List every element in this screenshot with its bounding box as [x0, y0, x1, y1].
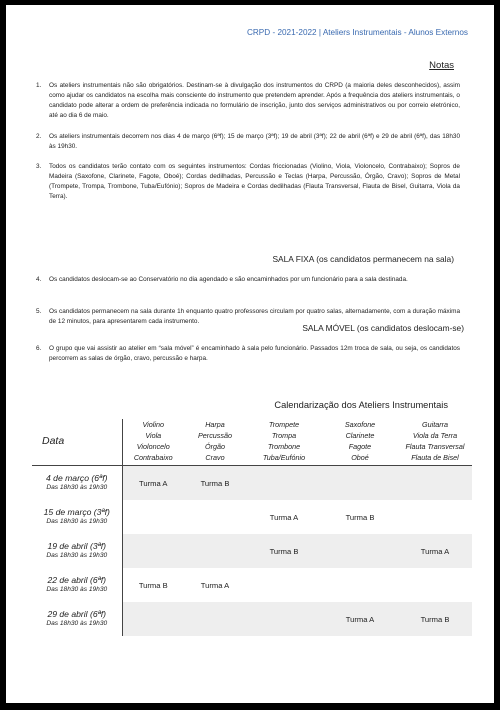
schedule-cell: Turma B: [138, 580, 168, 590]
instrument-name: Percussão: [198, 431, 232, 440]
instrument-name: Fagote: [348, 442, 372, 451]
instrument-name: Harpa: [205, 420, 225, 429]
time-label: Das 18h30 às 19h30: [46, 484, 108, 491]
instrument-name: Violino: [142, 420, 164, 429]
schedule-cell: Turma A: [322, 602, 398, 636]
instrument-column-header: [398, 419, 472, 466]
note-text: Os ateliers instrumentais não são obrigatórios. Destinam-se à divulgação dos instrumentos do CRPD (a maioria deles desconhecidos), assim como ajudar os candidatos na escolha mais consciente do instrumento que pretendem aprender. Após a frequência dos ateliers instrumentais, o candidato pode alterar a ordem de preferência indicada no formulário de inscrição, junto dos serviços administrativos ou por correio eletrónico, até ao dia 6 de maio.: [49, 82, 460, 119]
note-item: [36, 132, 460, 152]
table-row: [32, 466, 472, 501]
date-label: 4 de março (6ªf): [46, 473, 108, 483]
table-row: [32, 568, 472, 602]
note-text: Os candidatos deslocam-se ao Conservatório no dia agendado e são encaminhados por um funcionário para a sala destinada.: [49, 276, 408, 283]
schedule-cell: [246, 602, 322, 636]
schedule-cell: Turma B: [345, 512, 375, 522]
schedule-cell: Turma A: [200, 580, 230, 590]
note-item: [36, 275, 460, 285]
instrument-name: Viola: [145, 431, 162, 440]
instrument-name: Flauta Transversal: [405, 442, 465, 451]
instrument-column-header: [184, 419, 246, 466]
schedule-cell: Turma A: [398, 534, 472, 568]
instrument-name: Saxofone: [344, 420, 376, 429]
schedule-cell: [122, 534, 184, 568]
date-cell: [32, 500, 122, 534]
note-text: Os ateliers instrumentais decorrem nos dias 4 de março (6ªf); 15 de março (3ªf); 19 de abril (3ªf); 22 de abril (6ªf) e 29 de abril (6ªf), das 18h30 às 19h30.: [49, 133, 460, 150]
instrument-name: Viola da Terra: [412, 431, 458, 440]
table-row: [32, 534, 472, 568]
note-item: [36, 344, 460, 364]
schedule-cell: Turma B: [398, 602, 472, 636]
notes-heading: Notas: [429, 60, 454, 71]
instrument-name: Flauta de Bisel: [411, 453, 459, 462]
note-item: [36, 162, 460, 202]
note-number: 5.: [36, 308, 42, 315]
instrument-column-header: [246, 419, 322, 466]
instrument-name: Guitarra: [422, 420, 448, 429]
calendar-title: Calendarização dos Ateliers Instrumentais: [274, 400, 448, 410]
table-row: [32, 500, 472, 534]
calendar-table: [32, 419, 472, 636]
instrument-name: Cravo: [205, 453, 225, 462]
schedule-cell: [398, 500, 472, 534]
time-label: Das 18h30 às 19h30: [46, 620, 108, 627]
date-cell: [32, 534, 122, 568]
schedule-cell: [184, 500, 246, 534]
instrument-name: Trompete: [268, 420, 300, 429]
schedule-cell: Turma A: [122, 466, 184, 501]
schedule-cell: Turma A: [269, 512, 299, 522]
schedule-cell: [246, 466, 322, 501]
section-mobile-room: SALA MÓVEL (os candidatos deslocam-se): [302, 323, 464, 333]
schedule-cell: [398, 568, 472, 602]
date-label: 22 de abril (6ªf): [47, 575, 107, 585]
date-cell: [32, 602, 122, 636]
instrument-column-header: [322, 419, 398, 466]
document-page: [6, 5, 494, 703]
section-fixed-room: SALA FIXA (os candidatos permanecem na sala): [272, 254, 454, 264]
note-number: 3.: [36, 163, 42, 170]
table-row: [32, 602, 472, 636]
schedule-cell: [322, 534, 398, 568]
note-number: 4.: [36, 276, 42, 283]
note-number: 2.: [36, 133, 42, 140]
schedule-cell: Turma B: [246, 534, 322, 568]
instrument-name: Trompa: [271, 431, 297, 440]
date-cell: [32, 568, 122, 602]
note-text: O grupo que vai assistir ao atelier em “sala móvel” é encaminhado à sala pelo funcionário. Passados 12m troca de sala, ou seja, os candidatos percorrem as salas de órgão, cravo, percussão e harpa.: [49, 345, 460, 362]
note-text: Todos os candidatos terão contato com os seguintes instrumentos: Cordas friccionadas (Violino, Viola, Violoncelo, Contrabaixo); Sopros de Madeira (Saxofone, Clarinete, Fagote, Oboé); Cordas dedilhadas, Percussão e Teclas (Harpa, Percussão, Órgão, Cravo); Sopros de Metal (Trompete, Trompa, Trombone, Tuba/Eufónio); Sopros de Madeira e Cordas dedilhadas (Flauta Transversal, Flauta de Bisel, Guitarra, Viola da Terra).: [49, 163, 460, 200]
instrument-column-header: [122, 419, 184, 466]
date-label: 19 de abril (3ªf): [47, 541, 107, 551]
instrument-name: Tuba/Eufónio: [262, 453, 306, 462]
note-number: 1.: [36, 82, 42, 89]
page-header: CRPD - 2021-2022 | Ateliers Instrumentais - Alunos Externos: [246, 28, 468, 37]
note-item: [36, 81, 460, 121]
schedule-cell: Turma B: [184, 466, 246, 501]
time-label: Das 18h30 às 19h30: [46, 586, 108, 593]
schedule-cell: [122, 500, 184, 534]
date-column-header: Data: [32, 419, 122, 466]
schedule-cell: [184, 534, 246, 568]
note-number: 6.: [36, 345, 42, 352]
schedule-cell: [184, 602, 246, 636]
instrument-name: Trombone: [267, 442, 301, 451]
calendar-header-row: [32, 419, 472, 466]
schedule-cell: [246, 568, 322, 602]
schedule-cell: [322, 568, 398, 602]
schedule-cell: [122, 602, 184, 636]
instrument-name: Órgão: [205, 442, 225, 451]
schedule-cell: [398, 466, 472, 501]
instrument-name: Violoncelo: [136, 442, 170, 451]
date-cell: [32, 466, 122, 501]
note-text: Os candidatos permanecem na sala durante 1h enquanto quatro professores circulam por quatro salas, alternadamente, com a duração máxima de 12 minutos, para apresentarem cada instrumento.: [49, 308, 460, 325]
instrument-name: Clarinete: [345, 431, 375, 440]
time-label: Das 18h30 às 19h30: [46, 518, 108, 525]
schedule-cell: [322, 466, 398, 501]
instrument-name: Contrabaixo: [133, 453, 173, 462]
time-label: Das 18h30 às 19h30: [46, 552, 108, 559]
date-label: 15 de março (3ªf): [43, 507, 110, 517]
date-label: 29 de abril (6ªf): [47, 609, 107, 619]
instrument-name: Oboé: [351, 453, 369, 462]
